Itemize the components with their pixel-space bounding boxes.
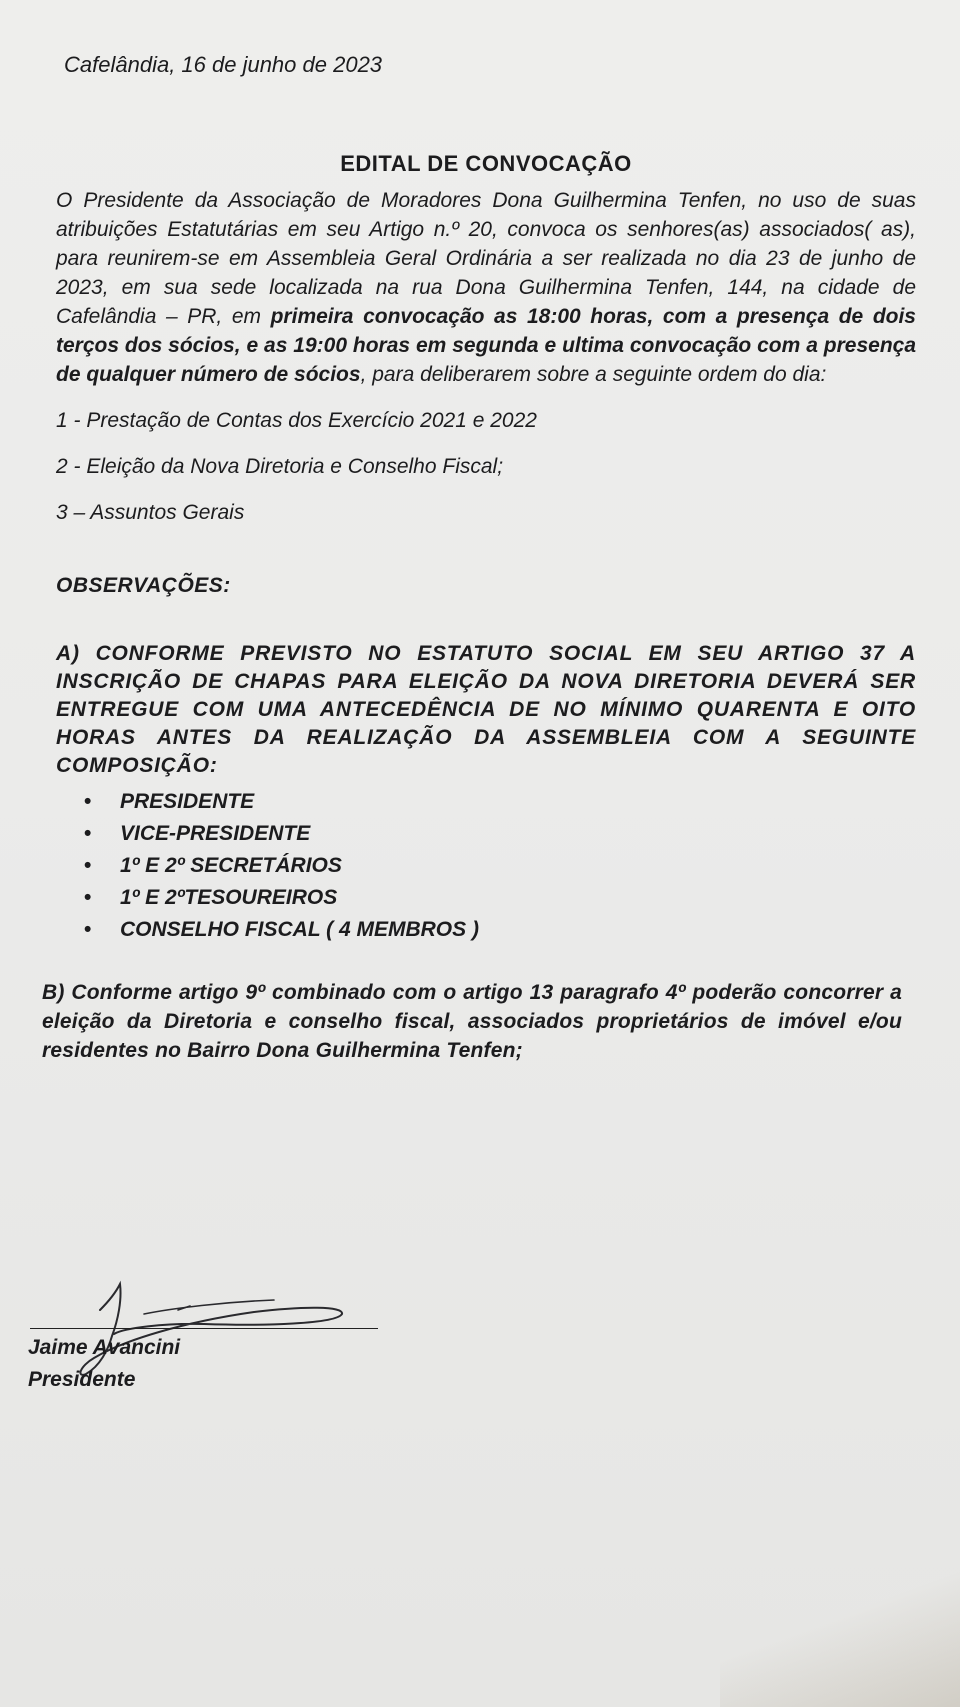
paragraph-text: O Presidente da Associação de Moradores Dona Guilhermina Tenfen, no uso de suas atribuições Estatutárias em seu Artigo n.º 20, convoca os senhores(as) associados( as), para reunirem-se em Assembleia Geral Ordinária a ser realizada no dia 23 de junho de 2023, em sua sede localizada na rua Dona Guilhermina Tenfen, 144, na cidade de Cafelândia – PR, em (56, 189, 916, 328)
agenda-item-2: 2 - Eleição da Nova Diretoria e Conselho Fiscal; (56, 455, 504, 478)
agenda-item-1: 1 - Prestação de Contas dos Exercício 2021 e 2022 (56, 409, 537, 432)
list-item: • PRESIDENTE (84, 786, 916, 818)
composition-list (84, 786, 916, 946)
date-line: Cafelândia, 16 de junho de 2023 (64, 52, 383, 77)
list-item: • 1º E 2ºTESOUREIROS (84, 882, 916, 914)
signer-name: Jaime Avancini (28, 1336, 181, 1359)
list-item: • 1º E 2º SECRETÁRIOS (84, 850, 916, 882)
list-item: • VICE-PRESIDENTE (84, 818, 916, 850)
signature-block (24, 1270, 444, 1400)
convocation-paragraph (56, 186, 916, 389)
list-item: • CONSELHO FISCAL ( 4 MEMBROS ) (84, 914, 916, 946)
paragraph-bold-text: primeira convocação as 18:00 horas, com a presença de dois terços dos sócios, e as 19:00 horas em segunda e ultima convocação com a presença de qualquer número de sócios (56, 305, 916, 386)
document-content (42, 50, 916, 1065)
signer-role: Presidente (28, 1368, 136, 1391)
document-title: EDITAL DE CONVOCAÇÃO (340, 151, 632, 176)
observations-title: OBSERVAÇÕES: (56, 574, 231, 597)
signature-line (30, 1328, 378, 1329)
observation-b: B) Conforme artigo 9º combinado com o artigo 13 paragrafo 4º poderão concorrer a eleição da Diretoria e conselho fiscal, associados proprietários de imóvel e/ou residentes no Bairro Dona Guilhermina Tenfen; (42, 981, 902, 1062)
observation-a: A) CONFORME PREVISTO NO ESTATUTO SOCIAL EM SEU ARTIGO 37 A INSCRIÇÃO DE CHAPAS PARA ELEIÇÃO DA NOVA DIRETORIA DEVERÁ SER ENTREGUE COM UMA ANTECEDÊNCIA DE NO MÍNIMO QUARENTA E OITO HORAS ANTES DA REALIZAÇÃO DA ASSEMBLEIA COM A SEGUINTE COMPOSIÇÃO: (56, 642, 916, 777)
agenda-item-3: 3 – Assuntos Gerais (56, 501, 245, 524)
page-shadow (720, 1567, 960, 1707)
paragraph-end-text: , para deliberarem sobre a seguinte ordem do dia: (360, 363, 827, 386)
